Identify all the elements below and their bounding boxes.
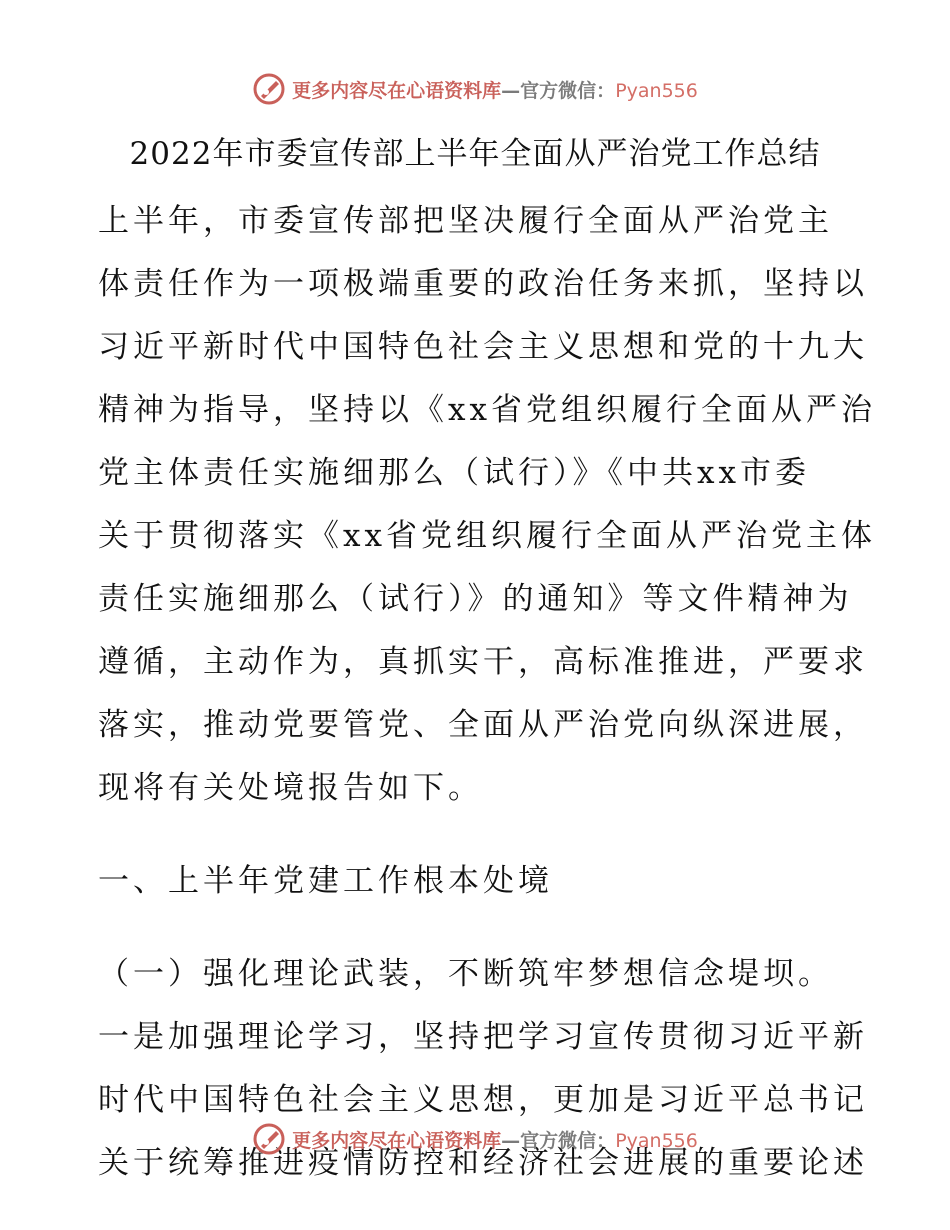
watermark-separator: — [501, 79, 521, 102]
paragraph-gap [98, 820, 858, 850]
watermark-official: 官方微信： [520, 79, 616, 102]
brand-logo-icon [252, 1122, 286, 1156]
watermark-wechat-id: Pyan556 [615, 1129, 698, 1152]
intro-line: 习近平新时代中国特色社会主义思想和党的十九大 [98, 329, 868, 365]
intro-line: 落实，推动党要管党、全面从严治党向纵深进展， [98, 707, 868, 743]
body-line: 一是加强理论学习，坚持把学习宣传贯彻习近平新 [98, 1019, 868, 1055]
intro-line: 体责任作为一项极端重要的政治任务来抓，坚持以 [98, 266, 868, 302]
section-heading: 一、上半年党建工作根本处境 [98, 863, 553, 899]
intro-line: 现将有关处境报告如下。 [98, 770, 483, 806]
body-line: 时代中国特色社会主义思想，更加是习近平总书记 [98, 1082, 868, 1118]
intro-line: 遵循，主动作为，真抓实干，高标准推进，严要求 [98, 644, 868, 680]
watermark-wechat-id: Pyan556 [615, 79, 698, 102]
footer-watermark [0, 1122, 950, 1156]
brand-logo-icon [252, 72, 286, 106]
intro-line: 上半年，市委宣传部把坚决履行全面从严治党主 [98, 203, 833, 239]
paragraph-gap [98, 913, 858, 943]
watermark-brand: 更多内容尽在心语资料库 [292, 1129, 502, 1152]
intro-line: 党主体责任实施细那么（试行）》《中共xx市委 [98, 455, 810, 491]
watermark-text [292, 1126, 698, 1153]
intro-line: 精神为指导，坚持以《xx省党组织履行全面从严治 [98, 392, 876, 428]
document-title: 2022年市委宣传部上半年全面从严治党工作总结 [129, 136, 821, 172]
watermark-text [292, 76, 698, 103]
watermark-official: 官方微信： [520, 1129, 616, 1152]
body-line: 关于统筹推进疫情防控和经济社会进展的重要论述 [98, 1145, 868, 1181]
watermark-brand: 更多内容尽在心语资料库 [292, 79, 502, 102]
header-watermark [0, 72, 950, 106]
intro-line: 责任实施细那么（试行）》的通知》等文件精神为 [98, 581, 853, 617]
document-body [98, 190, 876, 1195]
subsection-heading: （一）强化理论武装，不断筑牢梦想信念堤坝。 [98, 956, 833, 992]
intro-line: 关于贯彻落实《xx省党组织履行全面从严治党主体 [98, 518, 876, 554]
watermark-separator: — [501, 1129, 521, 1152]
